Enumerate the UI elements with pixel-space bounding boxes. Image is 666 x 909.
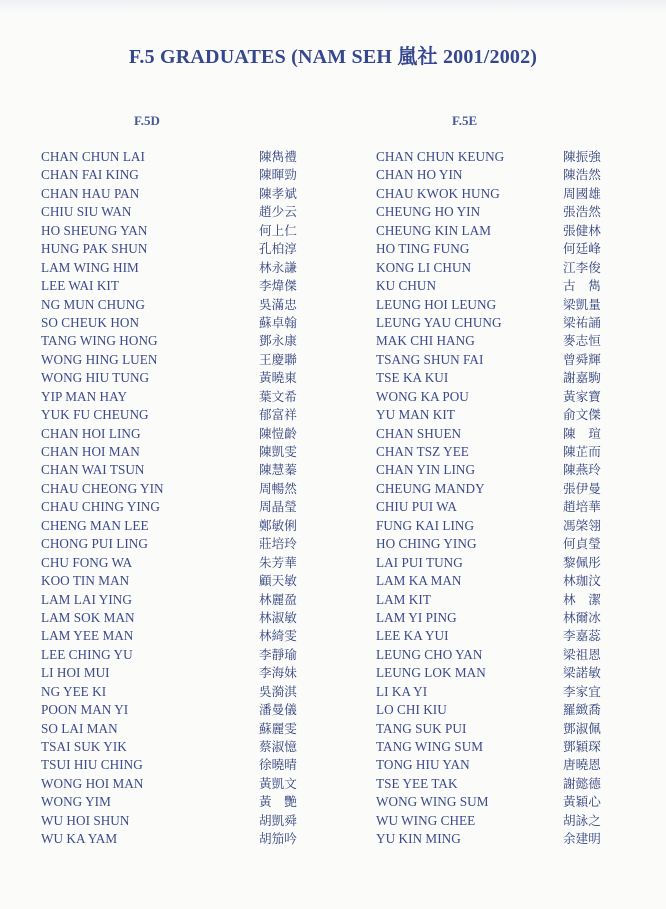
student-english-name: LAM KA MAN bbox=[376, 573, 462, 589]
student-english-name: CHAN TSZ YEE bbox=[376, 444, 469, 459]
student-chinese-name: 吳滿忠 bbox=[259, 296, 297, 312]
student-english-name: WONG YIM bbox=[41, 794, 111, 810]
f5d-student-row bbox=[41, 793, 306, 811]
student-english-name: LEUNG YAU CHUNG bbox=[376, 314, 502, 330]
f5d-student-row bbox=[41, 830, 306, 848]
student-english-name: POON MAN YI bbox=[41, 702, 129, 718]
student-chinese-name: 梁祐誦 bbox=[563, 314, 601, 330]
f5e-student-row bbox=[376, 498, 616, 516]
f5d-student-row bbox=[41, 351, 306, 369]
student-english-name: CHAU KWOK HUNG bbox=[376, 185, 500, 201]
student-english-name: CHEUNG KIN LAM bbox=[376, 222, 491, 238]
student-english-name: CHAN FAI KING bbox=[41, 167, 139, 183]
student-english-name: TANG WING SUM bbox=[376, 739, 484, 754]
student-english-name: CHAN CHUN LAI bbox=[41, 149, 145, 164]
f5d-student-row bbox=[41, 498, 306, 516]
student-english-name: LAM LAI YING bbox=[41, 591, 132, 607]
f5e-student-row bbox=[376, 738, 616, 756]
student-chinese-name: 何貞瑩 bbox=[563, 536, 601, 552]
student-chinese-name: 王慶聯 bbox=[259, 351, 297, 367]
f5e-student-row bbox=[376, 185, 616, 203]
student-english-name: CHIU SIU WAN bbox=[41, 204, 132, 220]
f5d-student-row bbox=[41, 332, 306, 350]
student-english-name: TANG WING HONG bbox=[41, 333, 158, 349]
student-english-name: HO SHEUNG YAN bbox=[41, 222, 148, 238]
student-english-name: CHAN CHUN KEUNG bbox=[376, 149, 505, 164]
f5d-student-row bbox=[41, 683, 306, 701]
student-english-name: TANG SUK PUI bbox=[376, 720, 467, 736]
student-english-name: CHAN YIN LING bbox=[376, 462, 476, 478]
f5e-student-row bbox=[376, 351, 616, 369]
f5e-student-row bbox=[376, 406, 616, 424]
f5d-student-row bbox=[41, 259, 306, 277]
student-english-name: HO CHING YING bbox=[376, 536, 477, 552]
f5d-student-row bbox=[41, 296, 306, 314]
student-english-name: WONG HING LUEN bbox=[41, 351, 158, 367]
f5d-student-row bbox=[41, 701, 306, 719]
f5e-student-row bbox=[376, 222, 616, 240]
student-chinese-name: 吳漪淇 bbox=[259, 683, 297, 699]
f5e-student-row bbox=[376, 701, 616, 719]
student-chinese-name: 陳燕玲 bbox=[563, 462, 601, 478]
student-english-name: LEE CHING YU bbox=[41, 646, 133, 662]
student-english-name: CHAN HO YIN bbox=[376, 167, 463, 183]
student-chinese-name: 梁凱量 bbox=[563, 296, 601, 312]
student-chinese-name: 黃 艷 bbox=[259, 794, 297, 810]
student-chinese-name: 莊培玲 bbox=[259, 536, 297, 552]
student-english-name: CHAU CHEONG YIN bbox=[41, 480, 164, 496]
student-english-name: YUK FU CHEUNG bbox=[41, 407, 149, 423]
f5d-student-row bbox=[41, 388, 306, 406]
student-english-name: CHAN WAI TSUN bbox=[41, 462, 145, 478]
f5e-student-row bbox=[376, 793, 616, 811]
student-english-name: WONG KA POU bbox=[376, 388, 469, 404]
f5d-student-row bbox=[41, 166, 306, 184]
student-chinese-name: 俞文傑 bbox=[563, 407, 601, 423]
f5d-student-row bbox=[41, 812, 306, 830]
student-chinese-name: 林綺雯 bbox=[259, 628, 297, 644]
f5d-student-row bbox=[41, 517, 306, 535]
student-english-name: LEE KA YUI bbox=[376, 628, 449, 644]
f5e-student-row bbox=[376, 683, 616, 701]
student-english-name: MAK CHI HANG bbox=[376, 333, 475, 349]
student-chinese-name: 陳雋禮 bbox=[259, 149, 297, 164]
student-english-name: LI KA YI bbox=[376, 683, 428, 699]
student-chinese-name: 陳浩然 bbox=[563, 167, 601, 183]
f5e-student-row bbox=[376, 148, 616, 166]
f5d-student-list bbox=[41, 148, 306, 849]
student-chinese-name: 徐曉晴 bbox=[259, 757, 297, 773]
student-chinese-name: 林淑敏 bbox=[259, 609, 297, 625]
student-english-name: CHEUNG HO YIN bbox=[376, 204, 481, 220]
student-english-name: WONG WING SUM bbox=[376, 794, 489, 810]
student-chinese-name: 李家宜 bbox=[563, 683, 601, 699]
student-chinese-name: 謝嘉駒 bbox=[563, 370, 601, 386]
student-english-name: TSUI HIU CHING bbox=[41, 757, 143, 773]
student-english-name: CHAN SHUEN bbox=[376, 425, 462, 441]
student-english-name: WU KA YAM bbox=[41, 831, 118, 847]
student-chinese-name: 張健林 bbox=[563, 222, 601, 238]
student-chinese-name: 胡笳吟 bbox=[259, 831, 297, 847]
student-chinese-name: 馮棨翎 bbox=[563, 517, 601, 533]
student-chinese-name: 李嘉蕊 bbox=[563, 628, 601, 644]
f5d-student-row bbox=[41, 756, 306, 774]
student-chinese-name: 陳振強 bbox=[563, 149, 601, 164]
f5e-student-row bbox=[376, 609, 616, 627]
student-english-name: LI HOI MUI bbox=[41, 665, 110, 681]
student-chinese-name: 鄧淑佩 bbox=[563, 720, 601, 736]
f5e-student-row bbox=[376, 591, 616, 609]
f5e-student-row bbox=[376, 425, 616, 443]
f5e-student-row bbox=[376, 830, 616, 848]
student-chinese-name: 曾舜輝 bbox=[563, 351, 601, 367]
student-chinese-name: 鄧穎琛 bbox=[563, 739, 601, 754]
student-chinese-name: 陳 瑄 bbox=[563, 425, 601, 441]
f5e-student-row bbox=[376, 480, 616, 498]
student-english-name: KU CHUN bbox=[376, 278, 437, 294]
student-chinese-name: 唐曉恩 bbox=[563, 757, 601, 773]
student-chinese-name: 李海妹 bbox=[259, 665, 297, 681]
student-english-name: TSE YEE TAK bbox=[376, 775, 458, 791]
f5d-student-row bbox=[41, 609, 306, 627]
student-english-name: HO TING FUNG bbox=[376, 241, 470, 257]
class-heading-f5e: F.5E bbox=[452, 113, 478, 128]
student-english-name: LEE WAI KIT bbox=[41, 278, 119, 294]
student-chinese-name: 顧天敏 bbox=[259, 573, 297, 589]
student-english-name: CHENG MAN LEE bbox=[41, 517, 149, 533]
f5e-student-row bbox=[376, 203, 616, 221]
f5d-student-row bbox=[41, 591, 306, 609]
f5e-student-row bbox=[376, 388, 616, 406]
student-chinese-name: 陳芷而 bbox=[563, 444, 601, 459]
f5d-student-row bbox=[41, 572, 306, 590]
f5e-student-row bbox=[376, 369, 616, 387]
student-chinese-name: 趙培華 bbox=[563, 499, 601, 515]
student-english-name: LAM WING HIM bbox=[41, 259, 139, 275]
student-chinese-name: 潘曼儀 bbox=[259, 702, 297, 718]
student-chinese-name: 張伊曼 bbox=[563, 480, 601, 496]
student-chinese-name: 林珈汶 bbox=[563, 573, 601, 589]
student-chinese-name: 張浩然 bbox=[563, 204, 601, 220]
student-chinese-name: 林爾冰 bbox=[563, 609, 601, 625]
student-chinese-name: 何廷峰 bbox=[563, 241, 601, 257]
student-english-name: SO CHEUK HON bbox=[41, 314, 140, 330]
f5d-student-row bbox=[41, 738, 306, 756]
f5d-student-row bbox=[41, 185, 306, 203]
f5e-student-row bbox=[376, 296, 616, 314]
student-english-name: CHAN HOI LING bbox=[41, 425, 141, 441]
student-english-name: YU KIN MING bbox=[376, 831, 461, 847]
f5e-student-row bbox=[376, 332, 616, 350]
f5e-student-list bbox=[376, 148, 616, 849]
f5d-student-row bbox=[41, 646, 306, 664]
student-english-name: LAI PUI TUNG bbox=[376, 554, 463, 570]
f5e-student-row bbox=[376, 240, 616, 258]
student-english-name: TSAI SUK YIK bbox=[41, 739, 127, 754]
f5d-student-row bbox=[41, 775, 306, 793]
student-english-name: HUNG PAK SHUN bbox=[41, 241, 148, 257]
student-chinese-name: 李靜瑜 bbox=[259, 646, 297, 662]
student-english-name: KOO TIN MAN bbox=[41, 573, 130, 589]
student-chinese-name: 胡凱舜 bbox=[259, 812, 297, 828]
student-english-name: WU WING CHEE bbox=[376, 812, 476, 828]
student-chinese-name: 朱芳華 bbox=[259, 554, 297, 570]
student-chinese-name: 麥志恒 bbox=[563, 333, 601, 349]
student-chinese-name: 陳孝斌 bbox=[259, 185, 297, 201]
f5e-student-row bbox=[376, 572, 616, 590]
student-english-name: CHAN HAU PAN bbox=[41, 185, 140, 201]
f5e-student-row bbox=[376, 775, 616, 793]
class-heading-f5d: F.5D bbox=[134, 113, 160, 128]
student-english-name: TSE KA KUI bbox=[376, 370, 449, 386]
student-chinese-name: 周暢然 bbox=[259, 480, 297, 496]
student-chinese-name: 葉文希 bbox=[259, 388, 297, 404]
f5d-student-row bbox=[41, 443, 306, 461]
student-english-name: CHU FONG WA bbox=[41, 554, 133, 570]
student-english-name: WONG HOI MAN bbox=[41, 775, 144, 791]
student-chinese-name: 鄭敏俐 bbox=[259, 517, 297, 533]
student-chinese-name: 何上仁 bbox=[259, 222, 297, 238]
student-english-name: LEUNG LOK MAN bbox=[376, 665, 486, 681]
student-english-name: FUNG KAI LING bbox=[376, 517, 475, 533]
f5e-student-row bbox=[376, 166, 616, 184]
student-chinese-name: 梁祖恩 bbox=[563, 646, 601, 662]
student-chinese-name: 郁富祥 bbox=[259, 407, 297, 423]
student-english-name: CHAN HOI MAN bbox=[41, 444, 140, 459]
student-english-name: YIP MAN HAY bbox=[41, 388, 128, 404]
student-chinese-name: 古 雋 bbox=[563, 278, 601, 294]
student-chinese-name: 陳暉勁 bbox=[259, 167, 297, 183]
student-english-name: LEUNG HOI LEUNG bbox=[376, 296, 497, 312]
f5d-student-row bbox=[41, 148, 306, 166]
f5d-student-row bbox=[41, 369, 306, 387]
student-chinese-name: 蔡淑憶 bbox=[259, 739, 297, 754]
student-english-name: CHEUNG MANDY bbox=[376, 480, 485, 496]
student-english-name: NG YEE KI bbox=[41, 683, 107, 699]
student-chinese-name: 周晶瑩 bbox=[259, 499, 297, 515]
f5e-student-row bbox=[376, 720, 616, 738]
f5d-student-row bbox=[41, 314, 306, 332]
f5e-student-row bbox=[376, 627, 616, 645]
student-english-name: NG MUN CHUNG bbox=[41, 296, 145, 312]
student-english-name: WONG HIU TUNG bbox=[41, 370, 150, 386]
student-english-name: LO CHI KIU bbox=[376, 702, 447, 718]
student-chinese-name: 江李俊 bbox=[563, 259, 601, 275]
student-chinese-name: 陳慧蓁 bbox=[259, 462, 297, 478]
student-english-name: LEUNG CHO YAN bbox=[376, 646, 483, 662]
student-chinese-name: 黃曉東 bbox=[259, 370, 297, 386]
f5d-student-row bbox=[41, 406, 306, 424]
f5d-student-row bbox=[41, 535, 306, 553]
student-english-name: SO LAI MAN bbox=[41, 720, 118, 736]
student-english-name: TSANG SHUN FAI bbox=[376, 351, 484, 367]
student-chinese-name: 蘇麗雯 bbox=[259, 720, 297, 736]
student-chinese-name: 鄧永康 bbox=[259, 333, 297, 349]
student-chinese-name: 黎佩彤 bbox=[563, 554, 601, 570]
f5e-student-row bbox=[376, 277, 616, 295]
f5d-student-row bbox=[41, 277, 306, 295]
student-chinese-name: 林 潔 bbox=[563, 591, 601, 607]
f5e-student-row bbox=[376, 443, 616, 461]
f5e-student-row bbox=[376, 461, 616, 479]
student-english-name: LAM SOK MAN bbox=[41, 609, 135, 625]
student-chinese-name: 蘇卓翰 bbox=[259, 314, 297, 330]
f5e-student-row bbox=[376, 646, 616, 664]
student-chinese-name: 周國雄 bbox=[563, 185, 601, 201]
student-chinese-name: 胡詠之 bbox=[563, 812, 601, 828]
student-chinese-name: 黃家寶 bbox=[563, 388, 601, 404]
student-english-name: TONG HIU YAN bbox=[376, 757, 470, 773]
f5d-student-row bbox=[41, 627, 306, 645]
f5d-student-row bbox=[41, 461, 306, 479]
f5d-student-row bbox=[41, 554, 306, 572]
f5e-student-row bbox=[376, 517, 616, 535]
student-english-name: CHIU PUI WA bbox=[376, 499, 457, 515]
f5d-student-row bbox=[41, 720, 306, 738]
f5e-student-row bbox=[376, 812, 616, 830]
student-chinese-name: 趙少云 bbox=[259, 204, 297, 220]
f5e-student-row bbox=[376, 554, 616, 572]
f5d-student-row bbox=[41, 664, 306, 682]
f5d-student-row bbox=[41, 203, 306, 221]
f5d-student-row bbox=[41, 240, 306, 258]
student-chinese-name: 梁諾敏 bbox=[563, 665, 601, 681]
student-chinese-name: 黃凱文 bbox=[259, 775, 297, 791]
student-english-name: WU HOI SHUN bbox=[41, 812, 130, 828]
f5e-student-row bbox=[376, 664, 616, 682]
f5e-student-row bbox=[376, 259, 616, 277]
student-english-name: CHAU CHING YING bbox=[41, 499, 160, 515]
scan-edge-shadow bbox=[0, 0, 666, 14]
f5e-student-row bbox=[376, 314, 616, 332]
f5e-student-row bbox=[376, 756, 616, 774]
f5d-student-row bbox=[41, 222, 306, 240]
student-chinese-name: 李煒傑 bbox=[259, 278, 297, 294]
student-chinese-name: 黃穎心 bbox=[563, 794, 601, 810]
student-chinese-name: 林麗盈 bbox=[259, 591, 297, 607]
student-chinese-name: 羅緻喬 bbox=[563, 702, 601, 718]
student-chinese-name: 孔柏淳 bbox=[259, 241, 297, 257]
student-english-name: YU MAN KIT bbox=[376, 407, 455, 423]
student-chinese-name: 陳愷齡 bbox=[259, 425, 297, 441]
student-english-name: LAM KIT bbox=[376, 591, 431, 607]
page-title: F.5 GRADUATES (NAM SEH 嵐社 2001/2002) bbox=[128, 46, 538, 68]
student-chinese-name: 陳凱雯 bbox=[259, 444, 297, 459]
student-english-name: KONG LI CHUN bbox=[376, 259, 472, 275]
student-english-name: LAM YEE MAN bbox=[41, 628, 134, 644]
f5d-student-row bbox=[41, 480, 306, 498]
student-chinese-name: 余建明 bbox=[563, 831, 601, 847]
student-english-name: CHONG PUI LING bbox=[41, 536, 148, 552]
student-chinese-name: 謝懿德 bbox=[563, 775, 601, 791]
student-english-name: LAM YI PING bbox=[376, 609, 457, 625]
f5d-student-row bbox=[41, 425, 306, 443]
f5e-student-row bbox=[376, 535, 616, 553]
student-chinese-name: 林永謙 bbox=[259, 259, 297, 275]
